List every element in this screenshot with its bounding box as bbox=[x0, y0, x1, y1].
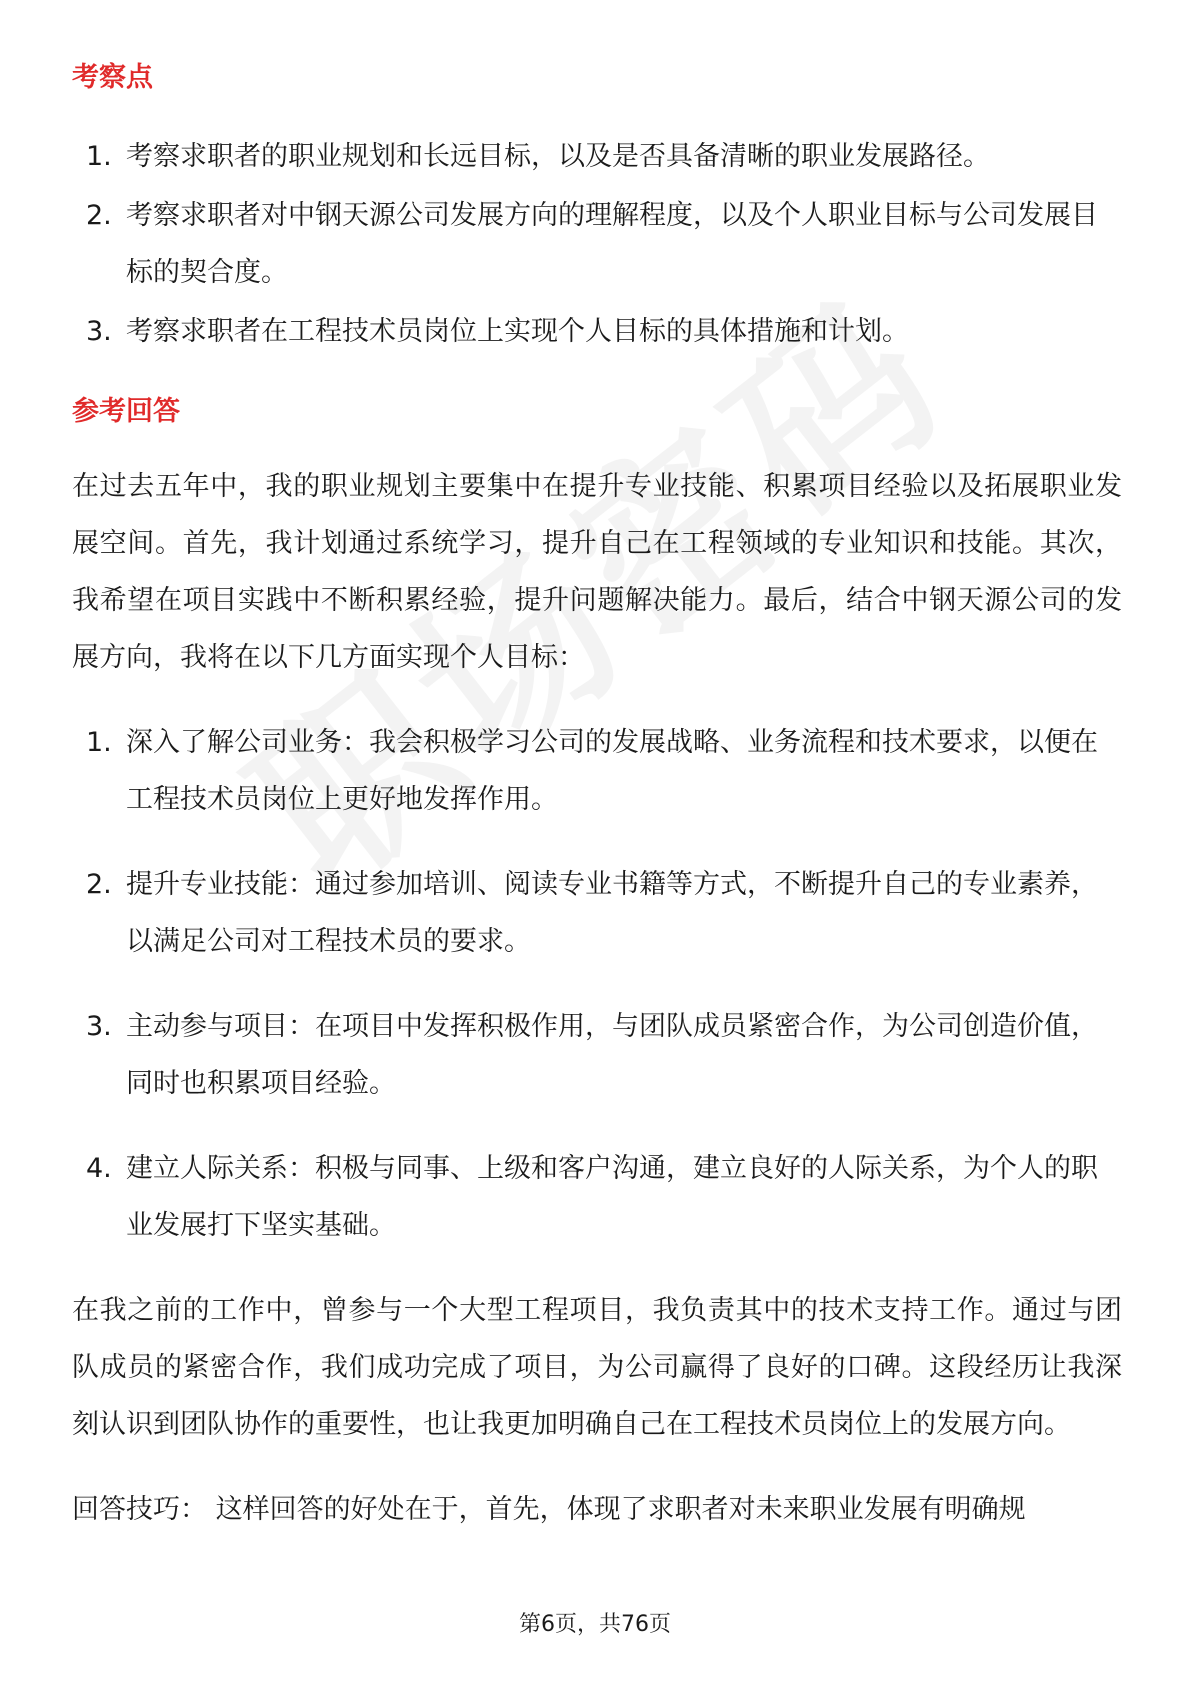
list-number: 2. bbox=[86, 200, 112, 231]
answer-intro-paragraph: 在过去五年中，我的职业规划主要集中在提升专业技能、积累项目经验以及拓展职业发展空间。首先，我计划通过系统学习，提升自己在工程领域的专业知识和技能。其次，我希望在项目实践中不断积累经验，提升问题解决能力。最后，结合中钢天源公司的发展方向，我将在以下几方面实现个人目标： bbox=[72, 471, 1122, 673]
list-text: 考察求职者的职业规划和长远目标，以及是否具备清晰的职业发展路径。 bbox=[126, 141, 990, 172]
list-number: 1. bbox=[86, 141, 112, 172]
document-body bbox=[72, 40, 1122, 1538]
list-text: 考察求职者在工程技术员岗位上实现个人目标的具体措施和计划。 bbox=[126, 316, 909, 347]
answer-list bbox=[72, 714, 1122, 1254]
list-item bbox=[72, 128, 1122, 185]
answer-tip-paragraph: 回答技巧： 这样回答的好处在于，首先，体现了求职者对未来职业发展有明确规 bbox=[72, 1494, 1026, 1525]
list-text: 主动参与项目：在项目中发挥积极作用，与团队成员紧密合作，为公司创造价值，同时也积累项目经验。 bbox=[126, 1011, 1098, 1099]
list-number: 3. bbox=[86, 1011, 112, 1042]
list-item bbox=[72, 1140, 1122, 1254]
list-number: 2. bbox=[86, 869, 112, 900]
list-item bbox=[72, 303, 1122, 360]
page-number: 第6页，共76页 bbox=[519, 1612, 671, 1637]
answer-heading: 参考回答 bbox=[72, 396, 180, 427]
list-text: 考察求职者对中钢天源公司发展方向的理解程度，以及个人职业目标与公司发展目标的契合度。 bbox=[126, 200, 1098, 288]
list-number: 4. bbox=[86, 1153, 112, 1184]
list-text: 深入了解公司业务：我会积极学习公司的发展战略、业务流程和技术要求，以便在工程技术员岗位上更好地发挥作用。 bbox=[126, 727, 1098, 815]
list-item bbox=[72, 714, 1122, 828]
list-item bbox=[72, 998, 1122, 1112]
answer-experience-paragraph: 在我之前的工作中，曾参与一个大型工程项目，我负责其中的技术支持工作。通过与团队成员的紧密合作，我们成功完成了项目，为公司赢得了良好的口碑。这段经历让我深刻认识到团队协作的重要性，也让我更加明确自己在工程技术员岗位上的发展方向。 bbox=[72, 1295, 1122, 1440]
list-item bbox=[72, 856, 1122, 970]
list-item bbox=[72, 187, 1122, 301]
list-text: 提升专业技能：通过参加培训、阅读专业书籍等方式，不断提升自己的专业素养，以满足公司对工程技术员的要求。 bbox=[126, 869, 1098, 957]
points-list bbox=[72, 128, 1122, 360]
points-heading: 考察点 bbox=[72, 62, 153, 93]
list-number: 3. bbox=[86, 316, 112, 347]
list-text: 建立人际关系：积极与同事、上级和客户沟通，建立良好的人际关系，为个人的职业发展打下坚实基础。 bbox=[126, 1153, 1098, 1241]
list-number: 1. bbox=[86, 727, 112, 758]
